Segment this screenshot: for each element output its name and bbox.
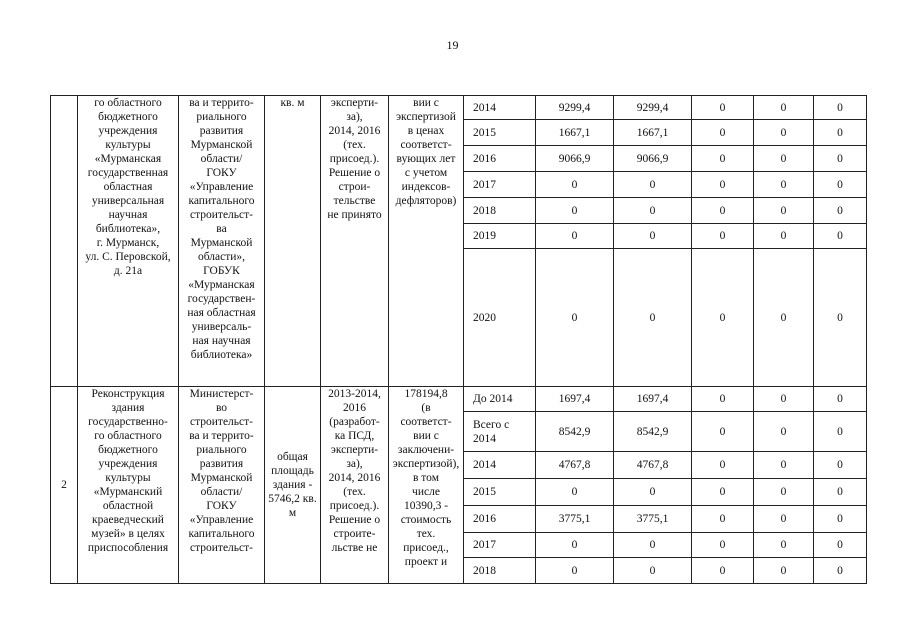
value-cell: 0 xyxy=(754,172,814,198)
value-cell: 0 xyxy=(692,452,754,479)
year-cell xyxy=(464,533,536,558)
cell-text-line: общая xyxy=(277,451,308,463)
cell-text-line: государственная xyxy=(87,167,169,179)
value-cell: 0 xyxy=(814,198,867,224)
table-body xyxy=(51,96,867,584)
value-cell: 0 xyxy=(692,412,754,452)
value-cell: 3775,1 xyxy=(614,506,692,533)
value-cell: 3775,1 xyxy=(536,506,614,533)
value-cell: 0 xyxy=(814,558,867,584)
value-cell: 0 xyxy=(814,387,867,412)
value-cell: 4767,8 xyxy=(614,452,692,479)
value-cell: 0 xyxy=(814,146,867,172)
value-cell: 0 xyxy=(614,198,692,224)
year-cell: 2019 xyxy=(464,224,536,249)
cell-text-line: ва и террито- xyxy=(189,430,254,442)
cell-text-line: риального xyxy=(196,111,247,123)
cell-text-line: Мурманской xyxy=(190,237,253,249)
period-cell xyxy=(321,96,389,387)
cell-text-line: соответст- xyxy=(400,139,452,151)
year-cell: 2020 xyxy=(464,249,536,387)
value-cell: 0 xyxy=(692,506,754,533)
cell-text-line: краеведческий xyxy=(92,514,164,526)
cell-text-line: ГОКУ xyxy=(206,167,237,179)
cell-text-line: стоимость xyxy=(400,514,452,526)
value-cell: 0 xyxy=(614,172,692,198)
year-cell: 2015 xyxy=(464,120,536,146)
cell-text-line: площадь xyxy=(271,465,314,477)
cell-text-line: 2013-2014, xyxy=(328,388,381,400)
cell-text-line: соответст- xyxy=(400,416,452,428)
value-cell: 0 xyxy=(692,533,754,558)
value-cell: 0 xyxy=(692,146,754,172)
table-row xyxy=(51,96,867,120)
year-cell: 2017 xyxy=(464,172,536,198)
value-cell: 0 xyxy=(614,479,692,506)
value-cell: 0 xyxy=(536,533,614,558)
cell-text-line: 178194,8 xyxy=(404,388,448,400)
value-cell: 1697,4 xyxy=(536,387,614,412)
value-cell: 0 xyxy=(814,224,867,249)
year-cell: 2018 xyxy=(464,198,536,224)
value-cell: 0 xyxy=(692,479,754,506)
value-cell: 0 xyxy=(754,558,814,584)
row-index-cell: 2 xyxy=(51,387,78,584)
cell-text-line: го областного xyxy=(94,97,162,109)
cell-text-line: (в xyxy=(421,402,431,414)
cell-text-line: экспертизой xyxy=(396,111,456,123)
value-cell: 8542,9 xyxy=(536,412,614,452)
value-cell: 0 xyxy=(692,387,754,412)
value-cell: 0 xyxy=(692,249,754,387)
cell-text-line: здания xyxy=(111,402,145,414)
value-cell: 0 xyxy=(754,146,814,172)
cell-text-line: До 2014 xyxy=(473,393,513,405)
cell-text-line: бюджетного xyxy=(98,111,158,123)
cell-text-line: эксперти- xyxy=(330,97,379,109)
cell-text-line: «Управление xyxy=(189,181,254,193)
year-cell xyxy=(464,558,536,584)
value-cell: 9066,9 xyxy=(536,146,614,172)
cell-text-line: 2014, 2016 xyxy=(328,472,381,484)
cell-text-line: не принято xyxy=(327,209,382,221)
value-cell: 1667,1 xyxy=(536,120,614,146)
cell-text-line: Мурманской xyxy=(190,472,253,484)
cell-text-line: экспертизой), xyxy=(392,458,460,470)
value-cell: 8542,9 xyxy=(614,412,692,452)
cell-text-line: библиотека», xyxy=(95,223,161,235)
value-cell: 0 xyxy=(692,558,754,584)
cell-text-line: Министерст- xyxy=(189,388,254,400)
value-cell: 0 xyxy=(754,198,814,224)
investment-table xyxy=(50,95,867,584)
value-cell: 0 xyxy=(614,224,692,249)
cell-text-line: бюджетного xyxy=(98,444,158,456)
cell-text-line: 2014 xyxy=(473,459,496,471)
cell-text-line: строи- xyxy=(338,181,371,193)
value-cell: 0 xyxy=(692,198,754,224)
cell-text-line: кв. м xyxy=(280,97,305,109)
cell-text-line: учреждения xyxy=(98,125,158,137)
cell-text-line: ка ПСД, xyxy=(334,430,375,442)
cell-text-line: развития xyxy=(199,125,244,137)
value-cell: 0 xyxy=(754,412,814,452)
customer-cell xyxy=(179,387,265,584)
object-name-cell xyxy=(78,96,179,387)
value-cell: 0 xyxy=(536,479,614,506)
year-cell xyxy=(464,506,536,533)
cell-text-line: ная научная xyxy=(192,335,251,347)
cell-text-line: областной xyxy=(102,500,154,512)
cell-text-line: (тех. xyxy=(343,139,366,151)
year-cell: 2014 xyxy=(464,96,536,120)
table-row xyxy=(51,387,867,412)
capacity-cell xyxy=(265,387,321,584)
cell-text-line: 2015 xyxy=(473,486,496,498)
value-cell: 9299,4 xyxy=(536,96,614,120)
year-cell xyxy=(464,387,536,412)
value-cell: 0 xyxy=(536,198,614,224)
cell-text-line: «Управление xyxy=(189,514,254,526)
cell-text-line: государственно- xyxy=(88,416,168,428)
cell-text-line: ва и террито- xyxy=(189,97,254,109)
year-cell xyxy=(464,452,536,479)
cell-text-line: музей» в целях xyxy=(91,528,165,540)
value-cell: 0 xyxy=(814,96,867,120)
cell-text-line: индексов- xyxy=(401,181,451,193)
page-number: 19 xyxy=(446,38,459,52)
cell-text-line: Решение о xyxy=(328,167,381,179)
value-cell: 0 xyxy=(814,506,867,533)
cell-text-line: капитального xyxy=(188,195,255,207)
cell-text-line: ГОБУК xyxy=(203,265,240,277)
cell-text-line: строительст- xyxy=(190,209,253,221)
value-cell: 0 xyxy=(754,533,814,558)
value-cell: 0 xyxy=(754,249,814,387)
cell-text-line: Реконструкция xyxy=(91,388,165,400)
cell-text-line: за), xyxy=(346,111,363,123)
value-cell: 0 xyxy=(692,224,754,249)
cell-text-line: области/ xyxy=(200,486,243,498)
value-cell: 0 xyxy=(614,249,692,387)
cell-text-line: Решение о xyxy=(328,514,381,526)
value-cell: 0 xyxy=(536,249,614,387)
cell-text-line: 2016 xyxy=(473,513,496,525)
value-cell: 0 xyxy=(754,479,814,506)
cell-text-line: за), xyxy=(346,458,363,470)
cell-text-line: вии с xyxy=(413,97,439,109)
value-cell: 0 xyxy=(692,120,754,146)
cell-text-line: тех. xyxy=(416,528,436,540)
cell-text-line: «Мурманская xyxy=(188,279,255,291)
cell-text-line: области», xyxy=(197,251,246,263)
cell-text-line: области/ xyxy=(200,153,243,165)
period-cell xyxy=(321,387,389,584)
cell-text-line: универсаль- xyxy=(191,321,252,333)
cell-text-line: (разработ- xyxy=(329,416,380,428)
cell-text-line: г. Мурманск, xyxy=(96,237,160,249)
value-cell: 0 xyxy=(536,558,614,584)
cell-text-line: 5746,2 кв. xyxy=(268,493,317,505)
cell-text-line: Всего с xyxy=(473,418,510,431)
cell-text-line: 10390,3 - xyxy=(403,500,449,512)
cell-text-line: го областного xyxy=(94,430,162,442)
value-cell: 0 xyxy=(536,172,614,198)
cell-text-line: проект и xyxy=(404,556,448,568)
cell-text-line: 2014 xyxy=(473,432,496,445)
value-cell: 0 xyxy=(814,533,867,558)
cell-text-line: «Мурманская xyxy=(94,153,162,165)
value-cell: 0 xyxy=(692,172,754,198)
customer-cell xyxy=(179,96,265,387)
cell-text-line: здания - xyxy=(272,479,313,491)
cost-cell xyxy=(389,387,464,584)
cell-text-line: вии с xyxy=(413,430,439,442)
value-cell: 4767,8 xyxy=(536,452,614,479)
cell-text-line: учреждения xyxy=(98,458,158,470)
cell-text-line: библиотека» xyxy=(190,349,253,361)
cell-text-line: тельстве xyxy=(333,195,376,207)
value-cell: 0 xyxy=(814,452,867,479)
cell-text-line: государствен- xyxy=(187,293,256,305)
cost-cell xyxy=(389,96,464,387)
value-cell: 1697,4 xyxy=(614,387,692,412)
cell-text-line: в ценах xyxy=(407,125,445,137)
cell-text-line: эксперти- xyxy=(330,444,379,456)
cell-text-line: Мурманской xyxy=(190,139,253,151)
cell-text-line: д. 21а xyxy=(113,265,143,277)
cell-text-line: 2017 xyxy=(473,539,496,551)
year-cell xyxy=(464,479,536,506)
cell-text-line: 2018 xyxy=(473,564,496,577)
value-cell: 0 xyxy=(692,96,754,120)
year-cell: 2016 xyxy=(464,146,536,172)
cell-text-line: культуры xyxy=(105,472,151,484)
cell-text-line: ная областная xyxy=(187,307,256,319)
value-cell: 9299,4 xyxy=(614,96,692,120)
cell-text-line: культуры xyxy=(105,139,151,151)
value-cell: 0 xyxy=(814,120,867,146)
cell-text-line: приспособления xyxy=(87,542,169,554)
object-name-cell xyxy=(78,387,179,584)
cell-text-line: ГОКУ xyxy=(206,500,237,512)
cell-text-line: строительст- xyxy=(190,542,253,554)
value-cell: 0 xyxy=(754,224,814,249)
cell-text-line: в том xyxy=(413,472,439,484)
value-cell: 0 xyxy=(614,533,692,558)
cell-text-line: 2016 xyxy=(343,402,366,414)
cell-text-line: областная xyxy=(103,181,153,193)
cell-text-line: присоед.). xyxy=(329,500,380,512)
value-cell: 0 xyxy=(614,558,692,584)
row-index-cell xyxy=(51,96,78,387)
cell-text-line: заключени- xyxy=(397,444,455,456)
cell-text-line: универсальная xyxy=(91,195,165,207)
cell-text-line: вующих лет xyxy=(396,153,456,165)
value-cell: 0 xyxy=(814,479,867,506)
value-cell: 0 xyxy=(754,96,814,120)
cell-text-line: присоед.). xyxy=(329,153,380,165)
capacity-cell xyxy=(265,96,321,387)
cell-text-line: научная xyxy=(108,209,148,221)
cell-text-line: дефляторов) xyxy=(395,195,457,207)
cell-text-line: развития xyxy=(199,458,244,470)
cell-text-line: льстве не xyxy=(331,542,378,554)
cell-text-line: ва xyxy=(216,223,227,235)
cell-text-line: «Мурманский xyxy=(93,486,163,498)
cell-text-line: с учетом xyxy=(404,167,448,179)
cell-text-line: присоед., xyxy=(403,542,449,554)
cell-text-line: (тех. xyxy=(343,486,366,498)
value-cell: 0 xyxy=(814,172,867,198)
value-cell: 0 xyxy=(814,412,867,452)
cell-text-line: числе xyxy=(412,486,440,498)
cell-text-line: во xyxy=(215,402,228,414)
cell-text-line: капитального xyxy=(188,528,255,540)
value-cell: 9066,9 xyxy=(614,146,692,172)
value-cell: 0 xyxy=(754,452,814,479)
cell-text-line: ул. С. Перовской, xyxy=(85,251,171,263)
value-cell: 0 xyxy=(754,120,814,146)
value-cell: 0 xyxy=(536,224,614,249)
cell-text-line: строите- xyxy=(333,528,376,540)
cell-text-line: м xyxy=(288,507,297,519)
cell-text-line: риального xyxy=(196,444,247,456)
value-cell: 0 xyxy=(814,249,867,387)
cell-text-line: строительст- xyxy=(190,416,253,428)
cell-text-line: 2014, 2016 xyxy=(328,125,381,137)
year-cell xyxy=(464,412,536,452)
value-cell: 1667,1 xyxy=(614,120,692,146)
value-cell: 0 xyxy=(754,506,814,533)
value-cell: 0 xyxy=(754,387,814,412)
